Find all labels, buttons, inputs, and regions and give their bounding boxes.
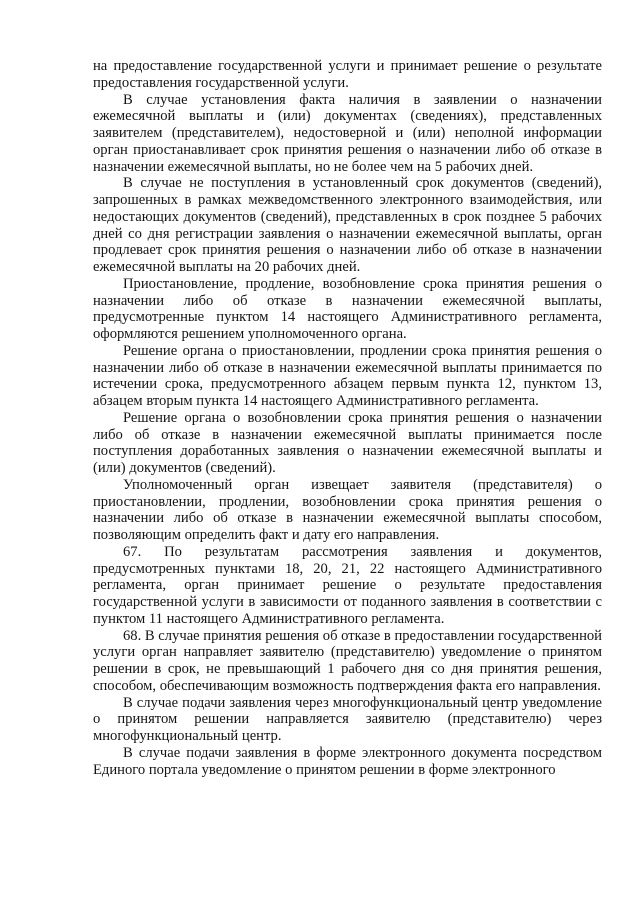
document-page xyxy=(93,58,602,778)
paragraph: Решение органа о приостановлении, продлении срока принятия решения о назначении либо об отказе в назначении ежемесячной выплаты принимается по истечении срока, предусмотренного абзацем первым пункта 12, пунктом 13, абзацем вторым пункта 14 настоящего Административного регламента. xyxy=(93,342,602,409)
paragraph: Приостановление, продление, возобновление срока принятия решения о назначении либо об отказе в назначении ежемесячной выплаты, предусмотренные пунктом 14 настоящего Административного регламента, оформляются решением уполномоченного органа. xyxy=(93,275,602,342)
paragraph: Решение органа о возобновлении срока принятия решения о назначении либо об отказе в назначении ежемесячной выплаты принимается после поступления доработанных заявления о назначении ежемесячной выплаты и (или) документов (сведений). xyxy=(93,409,602,476)
paragraph: В случае не поступления в установленный срок документов (сведений), запрошенных в рамках межведомственного электронного взаимодействия, или недостающих документов (сведений), представленных в срок позднее 5 рабочих дней со дня регистрации заявления о назначении ежемесячной выплаты, орган продлевает срок принятия решения о назначении либо об отказе в назначении ежемесячной выплаты на 20 рабочих дней. xyxy=(93,175,602,275)
paragraph-section-67: 67. По результатам рассмотрения заявления и документов, предусмотренных пунктами 18, 20, 21, 22 настоящего Административного регламента, орган принимает решение о результате предоставления государственной услуги в зависимости от поданного заявления в соответствии с пунктом 11 настоящего Административного регламента. xyxy=(93,543,602,627)
paragraph: Уполномоченный орган извещает заявителя (представителя) о приостановлении, продлении, возобновлении срока принятия решения о назначении либо об отказе в назначении ежемесячной выплаты способом, позволяющим определить факт и дату его направления. xyxy=(93,476,602,543)
paragraph-section-68: 68. В случае принятия решения об отказе в предоставлении государственной услуги орган направляет заявителю (представителю) уведомление о принятом решении в срок, не превышающий 1 рабочего дня со дня принятия решения, способом, обеспечивающим возможность подтверждения факта его направления. xyxy=(93,627,602,694)
paragraph: В случае подачи заявления через многофункциональный центр уведомление о принятом решении направляется заявителю (представителю) через многофункциональный центр. xyxy=(93,694,602,744)
paragraph: В случае подачи заявления в форме электронного документа посредством Единого портала уведомление о принятом решении в форме электронного xyxy=(93,744,602,778)
paragraph: В случае установления факта наличия в заявлении о назначении ежемесячной выплаты и (или) документах (сведениях), представленных заявителем (представителем), недостоверной и (или) неполной информации орган приостанавливает срок принятия решения о назначении либо об отказе в назначении ежемесячной выплаты, но не более чем на 5 рабочих дней. xyxy=(93,91,602,175)
paragraph-continuation: на предоставление государственной услуги и принимает решение о результате предоставления государственной услуги. xyxy=(93,58,602,91)
